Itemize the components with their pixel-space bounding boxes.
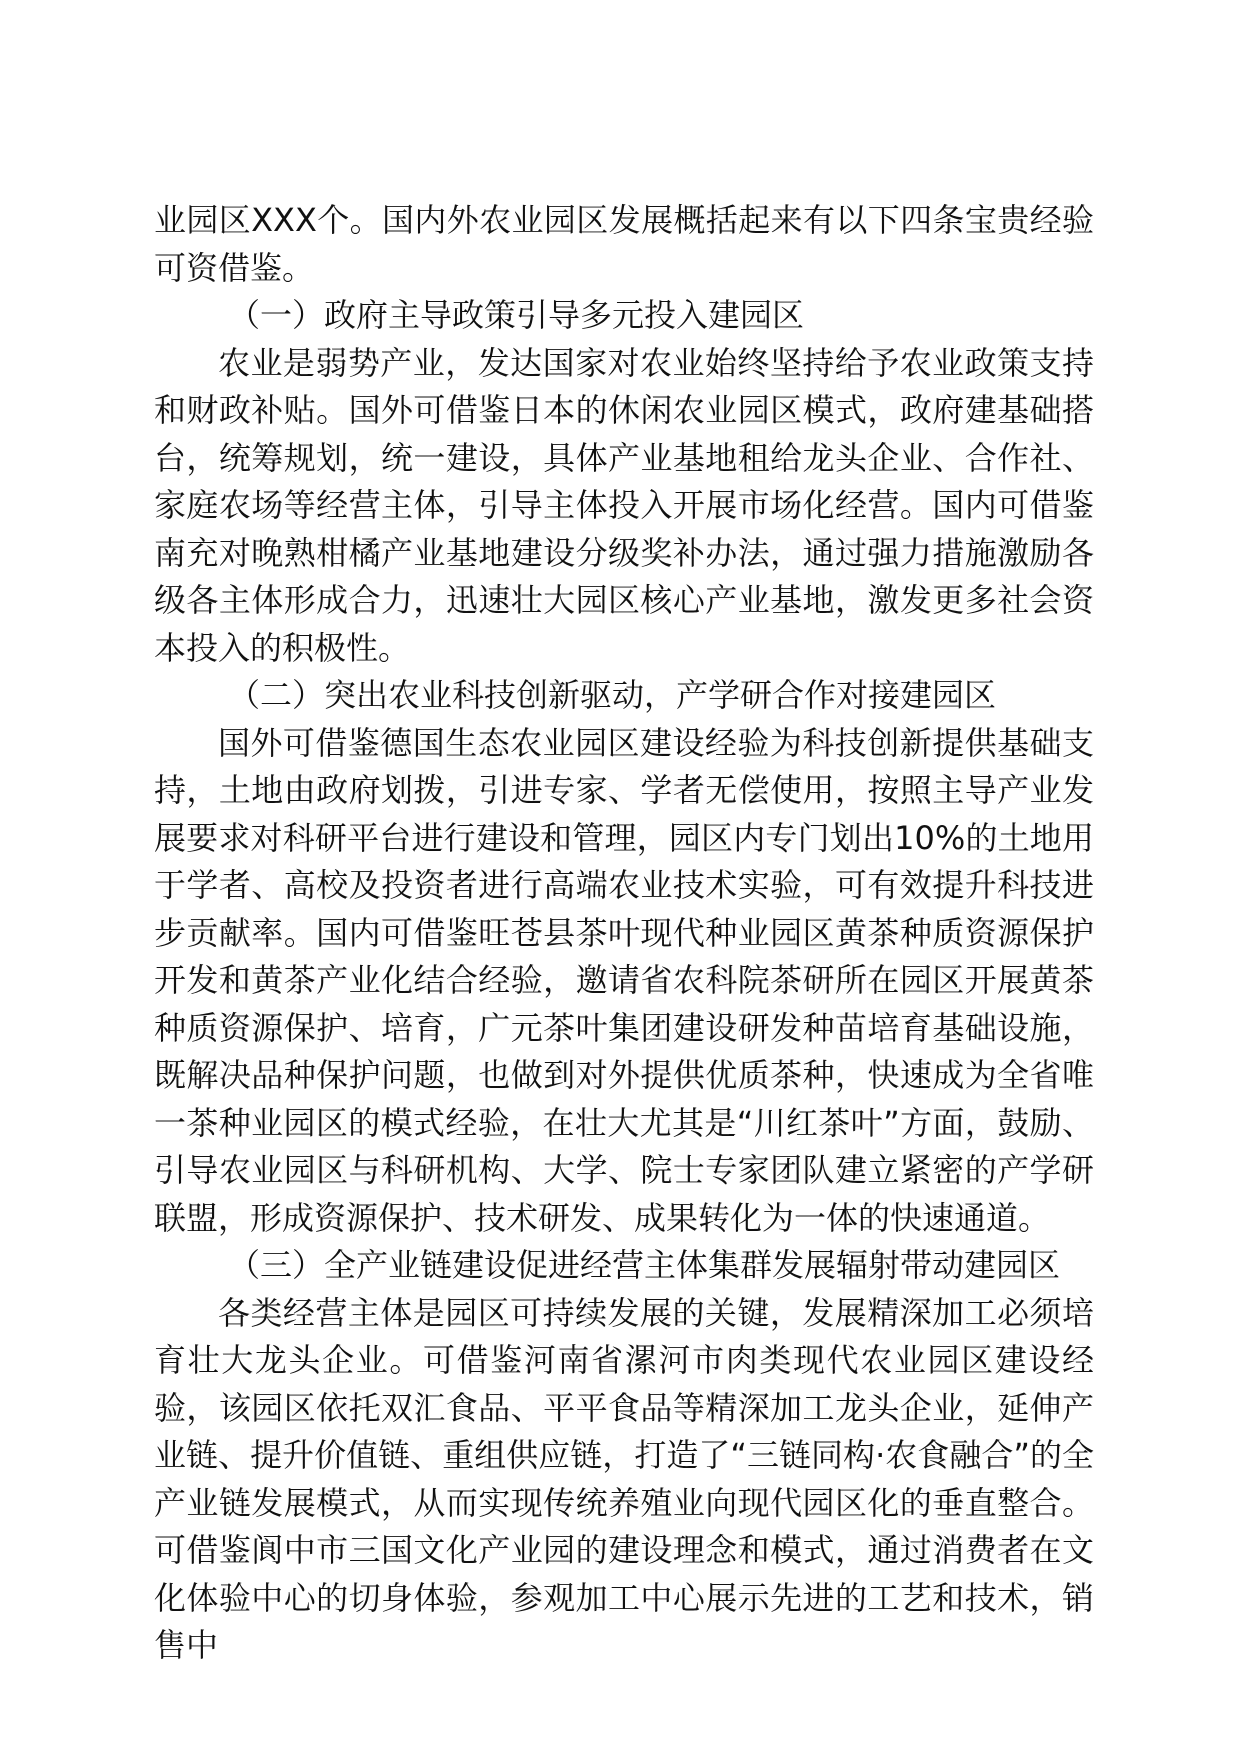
document-body (154, 197, 1094, 1670)
paragraph-3: 各类经营主体是园区可持续发展的关键，发展精深加工必须培育壮大龙头企业。可借鉴河南省漯河市肉类现代农业园区建设经验，该园区依托双汇食品、平平食品等精深加工龙头企业，延伸产业链、提升价值链、重组供应链，打造了“三链同构·农食融合”的全产业链发展模式，从而实现传统养殖业向现代园区化的垂直整合。可借鉴阆中市三国文化产业园的建设理念和模式，通过消费者在文化体验中心的切身体验，参观加工中心展示先进的工艺和技术，销售中 (154, 1293, 1094, 1664)
paragraph-1: 农业是弱势产业，发达国家对农业始终坚持给予农业政策支持和财政补贴。国外可借鉴日本的休闲农业园区模式，政府建基础搭台，统筹规划，统一建设，具体产业基地租给龙头企业、合作社、家庭农场等经营主体，引导主体投入开展市场化经营。国内可借鉴南充对晚熟柑橘产业基地建设分级奖补办法，通过强力措施激励各级各主体形成合力，迅速壮大园区核心产业基地，激发更多社会资本投入的积极性。 (154, 343, 1094, 667)
section-heading-3: （三）全产业链建设促进经营主体集群发展辐射带动建园区 (228, 1246, 1061, 1284)
section-heading-1: （一）政府主导政策引导多元投入建园区 (228, 296, 805, 334)
section-heading-2: （二）突出农业科技创新驱动，产学研合作对接建园区 (228, 676, 997, 714)
paragraph-2: 国外可借鉴德国生态农业园区建设经验为科技创新提供基础支持，土地由政府划拨，引进专家、学者无偿使用，按照主导产业发展要求对科研平台进行建设和管理，园区内专门划出10%的土地用于学者、高校及投资者进行高端农业技术实验，可有效提升科技进步贡献率。国内可借鉴旺苍县茶叶现代种业园区黄茶种质资源保护开发和黄茶产业化结合经验，邀请省农科院茶研所在园区开展黄茶种质资源保护、培育，广元茶叶集团建设研发种苗培育基础设施，既解决品种保护问题，也做到对外提供优质茶种，快速成为全省唯一茶种业园区的模式经验，在壮大尤其是“川红茶叶”方面，鼓励、引导农业园区与科研机构、大学、院士专家团队建立紧密的产学研联盟，形成资源保护、技术研发、成果转化为一体的快速通道。 (154, 723, 1094, 1237)
paragraph-continuation: 业园区XXX个。国内外农业园区发展概括起来有以下四条宝贵经验可资借鉴。 (154, 201, 1094, 287)
